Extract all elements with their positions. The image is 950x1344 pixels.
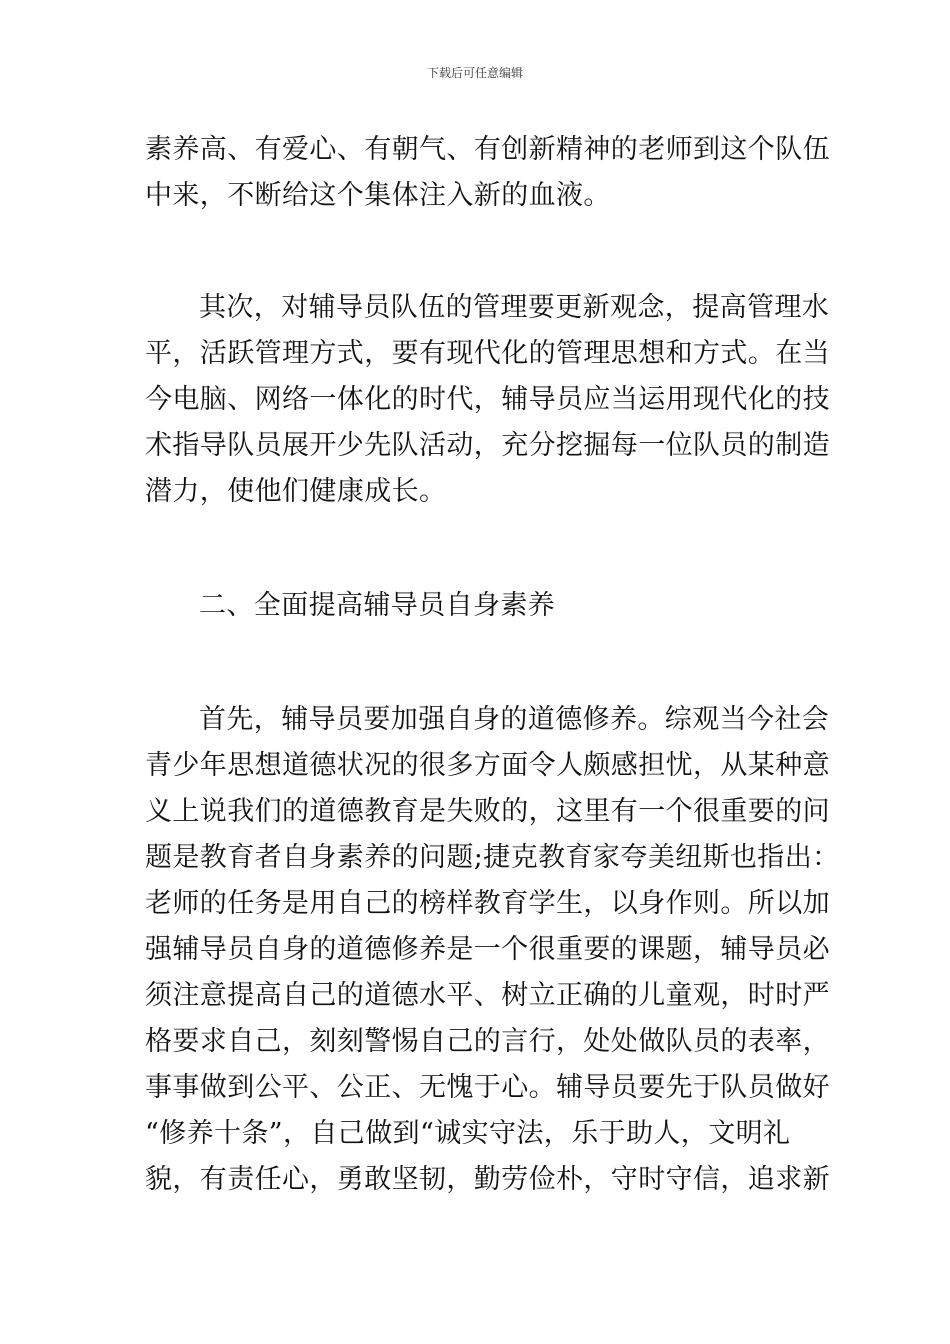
text-line: 强辅导员自身的道德修养是一个很重要的课题，辅导员必 xyxy=(145,934,830,965)
text-line: 素养高、有爱心、有朝气、有创新精神的老师到这个队伍 xyxy=(145,134,830,165)
text-line: 中来，不断给这个集体注入新的血液。 xyxy=(145,180,611,211)
text-line: 事事做到公平、公正、无愧于心。辅导员要先于队员做好 xyxy=(145,1072,830,1103)
paragraph-moral-cultivation xyxy=(145,697,840,1203)
text-line: 须注意提高自己的道德水平、树立正确的儿童观，时时严 xyxy=(145,980,830,1011)
text-line: 貌，有责任心，勇敢坚韧，勤劳俭朴，守时守信，追求新 xyxy=(145,1164,830,1195)
page-header: 下载后可任意编辑 xyxy=(426,66,523,80)
text-line: 义上说我们的道德教育是失败的，这里有一个很重要的问 xyxy=(145,796,830,827)
text-line: 首先，辅导员要加强自身的道德修养。综观当今社会 xyxy=(199,704,830,735)
text-line: 其次，对辅导员队伍的管理要更新观念，提高管理水 xyxy=(199,292,830,323)
text-line: 青少年思想道德状况的很多方面令人颇感担忧，从某种意 xyxy=(145,750,830,781)
section-heading xyxy=(145,583,807,629)
section-heading-text: 二、全面提高辅导员自身素养 xyxy=(199,590,556,621)
text-line: 平，活跃管理方式，要有现代化的管理思想和方式。在当 xyxy=(145,338,830,369)
paragraph-spacer xyxy=(145,515,807,583)
document-body xyxy=(145,127,840,1203)
paragraph-spacer xyxy=(145,629,807,697)
paragraph-spacer xyxy=(145,219,807,285)
text-line: 老师的任务是用自己的榜样教育学生，以身作则。所以加 xyxy=(145,888,830,919)
text-line: 潜力，使他们健康成长。 xyxy=(145,476,447,507)
text-line: 术指导队员展开少先队活动，充分挖掘每一位队员的制造 xyxy=(145,430,830,461)
paragraph-continuation xyxy=(145,127,830,219)
text-line: “修养十条”，自己做到“诚实守法，乐于助人，文明礼 xyxy=(145,1118,791,1149)
text-line: 题是教育者自身素养的问题;捷克教育家夸美纽斯也指出： xyxy=(145,842,840,873)
text-line: 格要求自己，刻刻警惕自己的言行，处处做队员的表率， xyxy=(145,1026,830,1057)
paragraph-management xyxy=(145,285,830,515)
text-line: 今电脑、网络一体化的时代，辅导员应当运用现代化的技 xyxy=(145,384,830,415)
